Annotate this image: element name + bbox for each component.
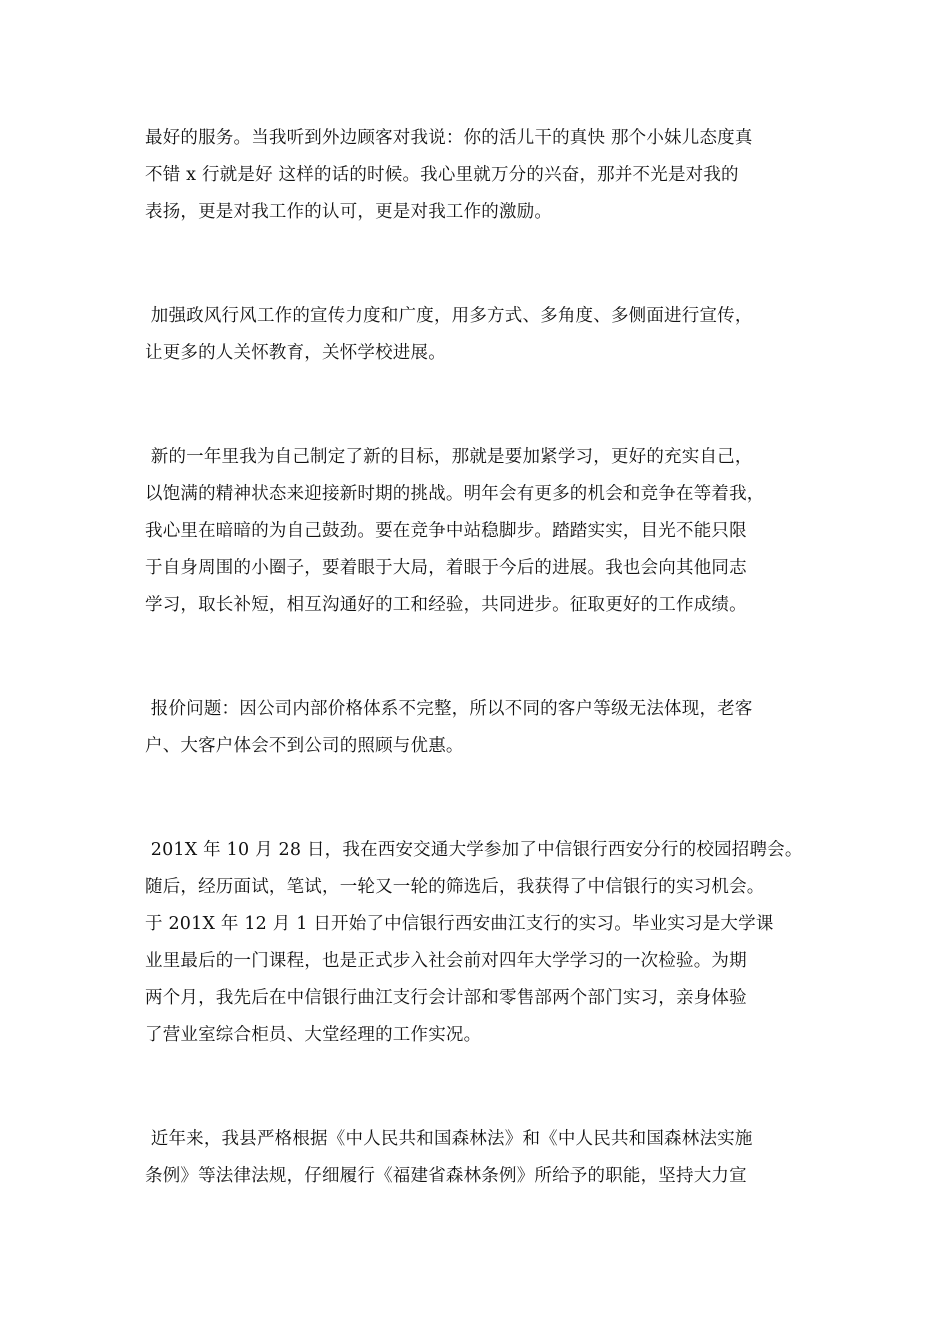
text-line: 新的一年里我为自己制定了新的目标，那就是要加紧学习，更好的充实自己， [145, 447, 753, 467]
text-line: 报价问题：因公司内部价格体系不完整，所以不同的客户等级无法体现，老客 [145, 699, 753, 719]
text-line: 201X 年 10 月 28 日，我在西安交通大学参加了中信银行西安分行的校园招聘会。 [145, 840, 803, 860]
text-line: 条例》等法律法规，仔细履行《福建省森林条例》所给予的职能，坚持大力宣 [145, 1166, 747, 1186]
text-line: 不错 x 行就是好 这样的话的时候。我心里就万分的兴奋，那并不光是对我的 [145, 165, 739, 185]
text-line: 户、大客户体会不到公司的照顾与优惠。 [145, 736, 464, 756]
text-line: 最好的服务。当我听到外边顾客对我说：你的活儿干的真快 那个小妹儿态度真 [145, 128, 753, 148]
text-line: 表扬，更是对我工作的认可，更是对我工作的激励。 [145, 202, 553, 222]
text-line: 业里最后的一门课程，也是正式步入社会前对四年大学学习的一次检验。为期 [145, 951, 747, 971]
text-line: 于自身周围的小圈子，要着眼于大局，着眼于今后的进展。我也会向其他同志 [145, 558, 747, 578]
text-line: 以饱满的精神状态来迎接新时期的挑战。明年会有更多的机会和竞争在等着我， [145, 484, 765, 504]
text-line: 学习，取长补短，相互沟通好的工和经验，共同进步。征取更好的工作成绩。 [145, 595, 747, 615]
text-line: 随后，经历面试，笔试，一轮又一轮的筛选后，我获得了中信银行的实习机会。 [145, 877, 765, 897]
text-line: 两个月，我先后在中信银行曲江支行会计部和零售部两个部门实习，亲身体验 [145, 988, 747, 1008]
text-line: 我心里在暗暗的为自己鼓劲。要在竞争中站稳脚步。踏踏实实，目光不能只限 [145, 521, 747, 541]
text-line: 了营业室综合柜员、大堂经理的工作实况。 [145, 1025, 482, 1045]
text-line: 于 201X 年 12 月 1 日开始了中信银行西安曲江支行的实习。毕业实习是大学课 [145, 914, 774, 934]
text-line: 让更多的人关怀教育，关怀学校进展。 [145, 343, 446, 363]
text-line: 加强政风行风工作的宣传力度和广度，用多方式、多角度、多侧面进行宣传， [145, 306, 753, 326]
text-line: 近年来，我县严格根据《中人民共和国森林法》和《中人民共和国森林法实施 [145, 1129, 753, 1149]
